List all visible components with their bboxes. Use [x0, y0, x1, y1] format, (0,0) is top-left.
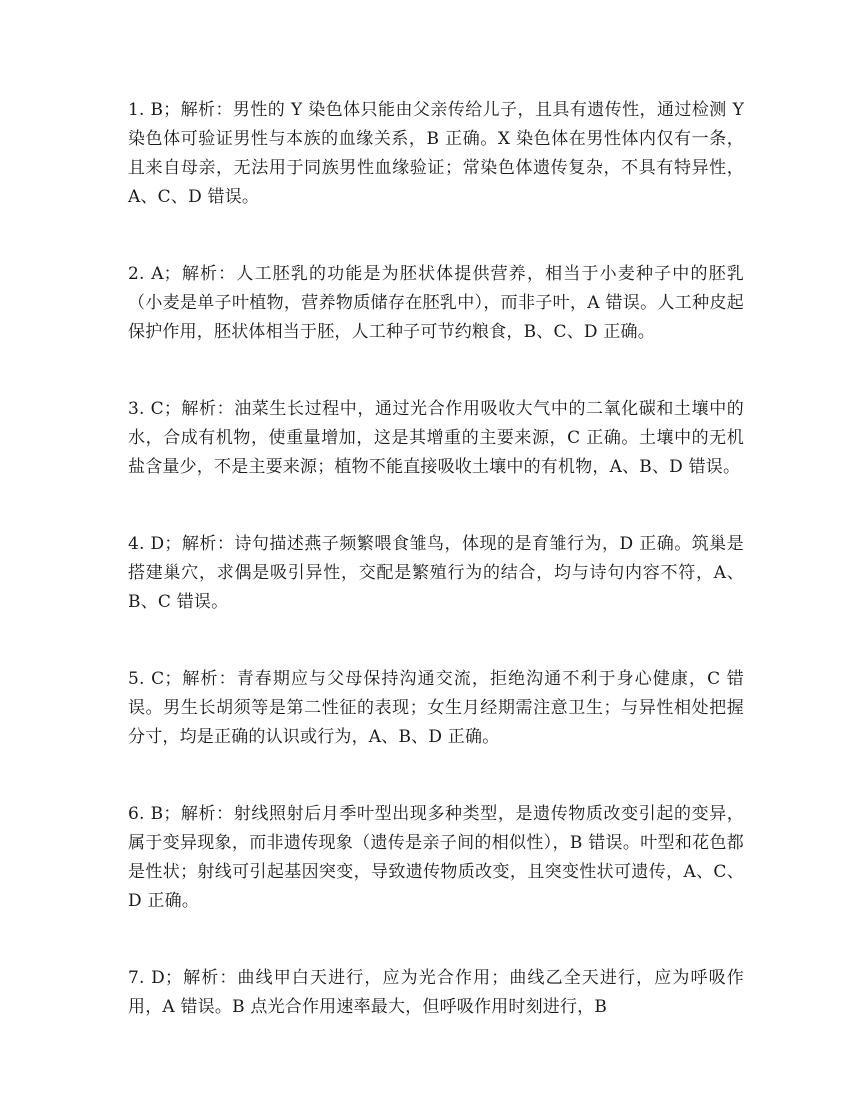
answer-5: 5. C；解析：青春期应与父母保持沟通交流，拒绝沟通不利于身心健康，C 错误。男生长胡须等是第二性征的表现；女生月经期需注意卫生；与异性相处把握分寸，均是正确的认识或行为，A、B、D 正确。: [128, 669, 744, 747]
answer-1: 1. B；解析：男性的 Y 染色体只能由父亲传给儿子，且具有遗传性，通过检测 Y 染色体可验证男性与本族的血缘关系，B 正确。X 染色体在男性体内仅有一条，且来自母亲，无法用于同族男性血缘验证；常染色体遗传复杂，不具有特异性，A、C、D 错误。: [128, 100, 744, 207]
answer-7: 7. D；解析：曲线甲白天进行，应为光合作用；曲线乙全天进行，应为呼吸作用，A 错误。B 点光合作用速率最大，但呼吸作用时刻进行，B: [128, 968, 744, 1017]
answer-explanations: [128, 96, 744, 1022]
answer-3: 3. C；解析：油菜生长过程中，通过光合作用吸收大气中的二氧化碳和土壤中的水，合成有机物，使重量增加，这是其增重的主要来源，C 正确。土壤中的无机盐含量少，不是主要来源；植物不能直接吸收土壤中的有机物，A、B、D 错误。: [128, 399, 744, 477]
answer-2: 2. A；解析：人工胚乳的功能是为胚状体提供营养，相当于小麦种子中的胚乳（小麦是单子叶植物，营养物质储存在胚乳中），而非子叶，A 错误。人工种皮起保护作用，胚状体相当于胚，人工种子可节约粮食，B、C、D 正确。: [128, 264, 744, 342]
answer-4: 4. D；解析：诗句描述燕子频繁喂食雏鸟，体现的是育雏行为，D 正确。筑巢是搭建巢穴，求偶是吸引异性，交配是繁殖行为的结合，均与诗句内容不符，A、B、C 错误。: [128, 534, 744, 612]
answer-6: 6. B；解析：射线照射后月季叶型出现多种类型，是遗传物质改变引起的变异，属于变异现象，而非遗传现象（遗传是亲子间的相似性），B 错误。叶型和花色都是性状；射线可引起基因突变，导致遗传物质改变，且突变性状可遗传，A、C、D 正确。: [128, 804, 744, 911]
